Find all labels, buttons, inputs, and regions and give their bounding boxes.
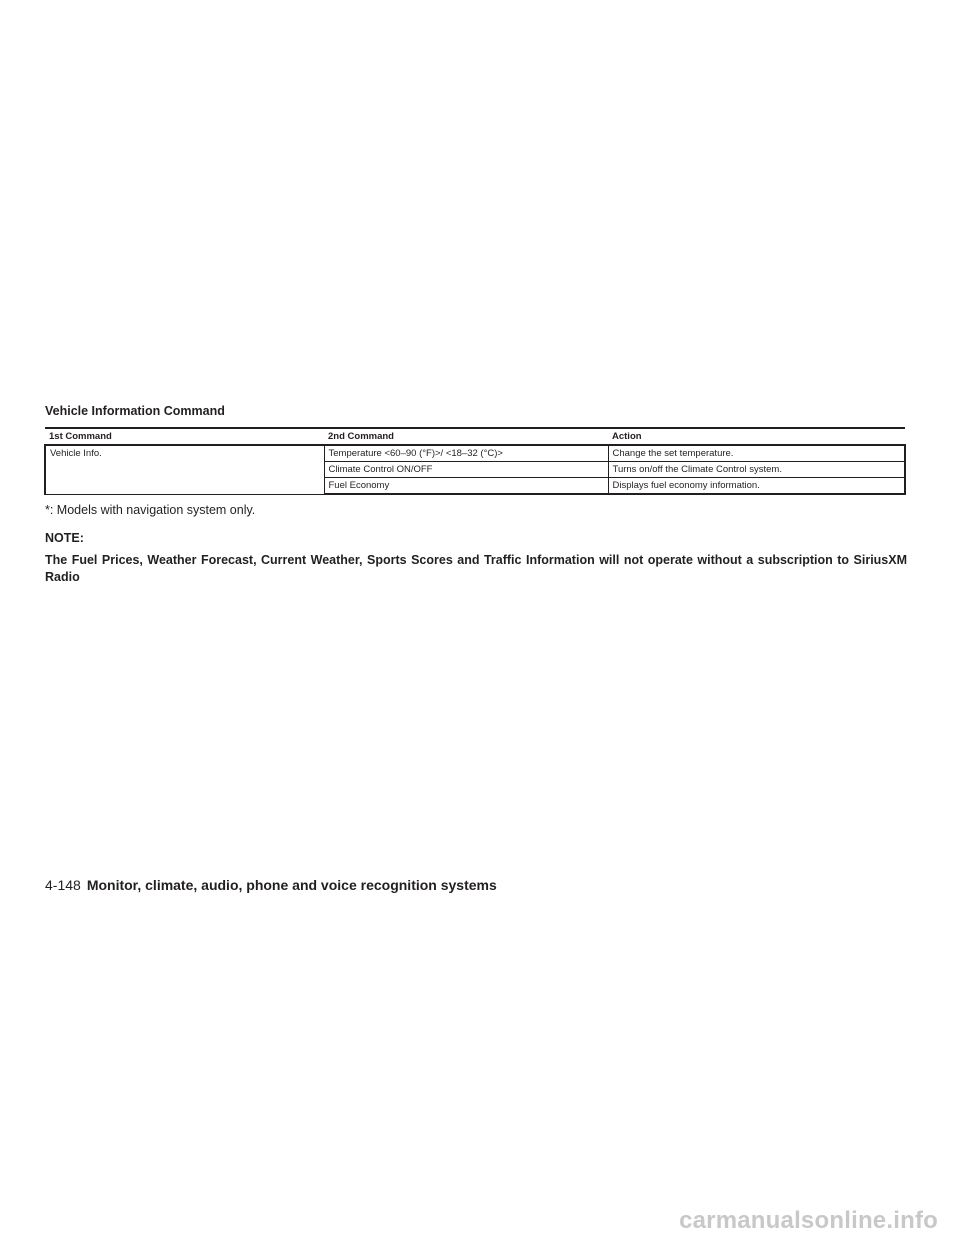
cell-2nd-command: Climate Control ON/OFF bbox=[324, 462, 608, 478]
vehicle-info-command-table bbox=[44, 427, 906, 495]
page-number: 4-148 bbox=[45, 877, 81, 893]
note-heading: NOTE: bbox=[45, 531, 84, 545]
header-2nd-command: 2nd Command bbox=[324, 428, 608, 445]
table-row bbox=[45, 445, 905, 462]
cell-action: Change the set temperature. bbox=[608, 445, 905, 462]
chapter-title: Monitor, climate, audio, phone and voice recognition systems bbox=[86, 877, 497, 893]
watermark-text: carmanualsonline.info bbox=[679, 1207, 938, 1234]
cell-action: Displays fuel economy information. bbox=[608, 478, 905, 495]
header-action: Action bbox=[608, 428, 905, 445]
cell-1st-command: Vehicle Info. bbox=[45, 445, 324, 494]
cell-2nd-command: Fuel Economy bbox=[324, 478, 608, 495]
section-title: Vehicle Information Command bbox=[45, 404, 225, 418]
header-1st-command: 1st Command bbox=[45, 428, 324, 445]
page-footer bbox=[45, 877, 497, 893]
cell-2nd-command: Temperature <60–90 (°F)>/ <18–32 (°C)> bbox=[324, 445, 608, 462]
table-header-row bbox=[45, 428, 905, 445]
footnote: *: Models with navigation system only. bbox=[45, 503, 256, 517]
cell-action: Turns on/off the Climate Control system. bbox=[608, 462, 905, 478]
note-body: The Fuel Prices, Weather Forecast, Current Weather, Sports Scores and Traffic Information will not operate without a subscription to SiriusXM Radio bbox=[45, 553, 907, 584]
